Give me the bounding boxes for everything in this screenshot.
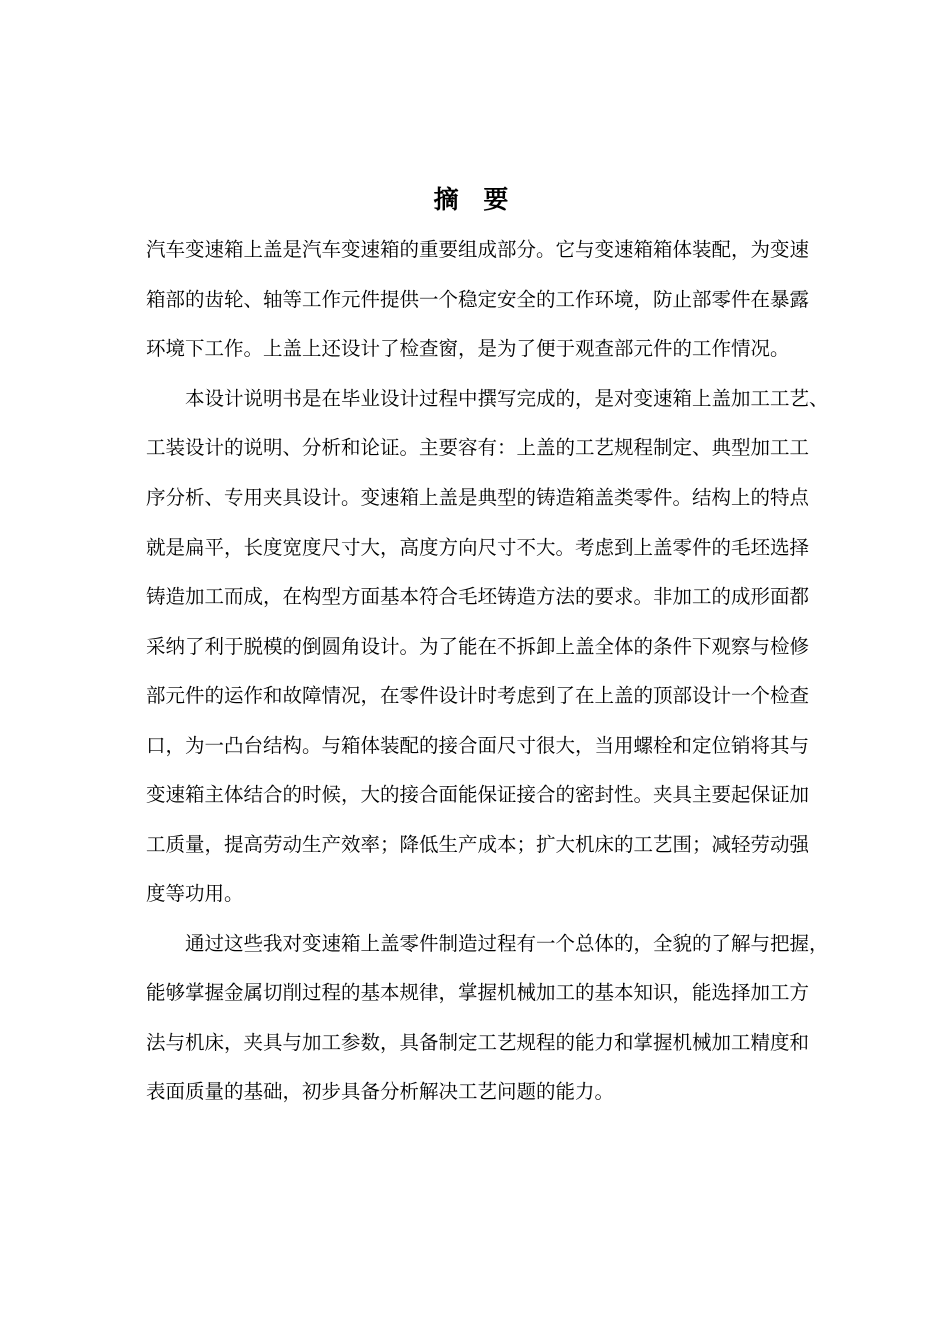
paragraph-line: 汽车变速箱上盖是汽车变速箱的重要组成部分。它与变速箱箱体装配，为变速 — [146, 238, 810, 261]
paragraph-line: 能够掌握金属切削过程的基本规律，掌握机械加工的基本知识，能选择加工方 — [146, 981, 810, 1004]
paragraph-line: 就是扁平，长度宽度尺寸大，高度方向尺寸不大。考虑到上盖零件的毛坯选择 — [146, 536, 810, 559]
abstract-title: 摘 要 — [433, 185, 517, 214]
paragraph-line: 环境下工作。上盖上还设计了检查窗，是为了便于观查部元件的工作情况。 — [146, 337, 790, 360]
paragraph-line: 法与机床，夹具与加工参数，具备制定工艺规程的能力和掌握机械加工精度和 — [146, 1031, 810, 1054]
paragraph-line: 表面质量的基础，初步具备分析解决工艺问题的能力。 — [146, 1080, 615, 1103]
paragraph-line: 采纳了利于脱模的倒圆角设计。为了能在不拆卸上盖全体的条件下观察与检修 — [146, 635, 810, 658]
paragraph-line: 本设计说明书是在毕业设计过程中撰写完成的，是对变速箱上盖加工工艺、 — [185, 387, 829, 410]
paragraph-line: 变速箱主体结合的时候，大的接合面能保证接合的密封性。夹具主要起保证加 — [146, 783, 810, 806]
paragraph-line: 工装设计的说明、分析和论证。主要容有：上盖的工艺规程制定、典型加工工 — [146, 436, 810, 459]
paragraph-line: 度等功用。 — [146, 882, 244, 905]
paragraph-line: 序分析、专用夹具设计。变速箱上盖是典型的铸造箱盖类零件。结构上的特点 — [146, 486, 810, 509]
paragraph-line: 部元件的运作和故障情况，在零件设计时考虑到了在上盖的顶部设计一个检查 — [146, 684, 810, 707]
paragraph-line: 箱部的齿轮、轴等工作元件提供一个稳定安全的工作环境，防止部零件在暴露 — [146, 288, 810, 311]
paragraph-line: 工质量，提高劳动生产效率；降低生产成本；扩大机床的工艺围；减轻劳动强 — [146, 833, 810, 856]
paragraph-line: 铸造加工而成，在构型方面基本符合毛坯铸造方法的要求。非加工的成形面都 — [146, 585, 810, 608]
paragraph-line: 口，为一凸台结构。与箱体装配的接合面尺寸很大，当用螺栓和定位销将其与 — [146, 734, 810, 757]
paragraph-line: 通过这些我对变速箱上盖零件制造过程有一个总体的，全貌的了解与把握， — [185, 932, 829, 955]
